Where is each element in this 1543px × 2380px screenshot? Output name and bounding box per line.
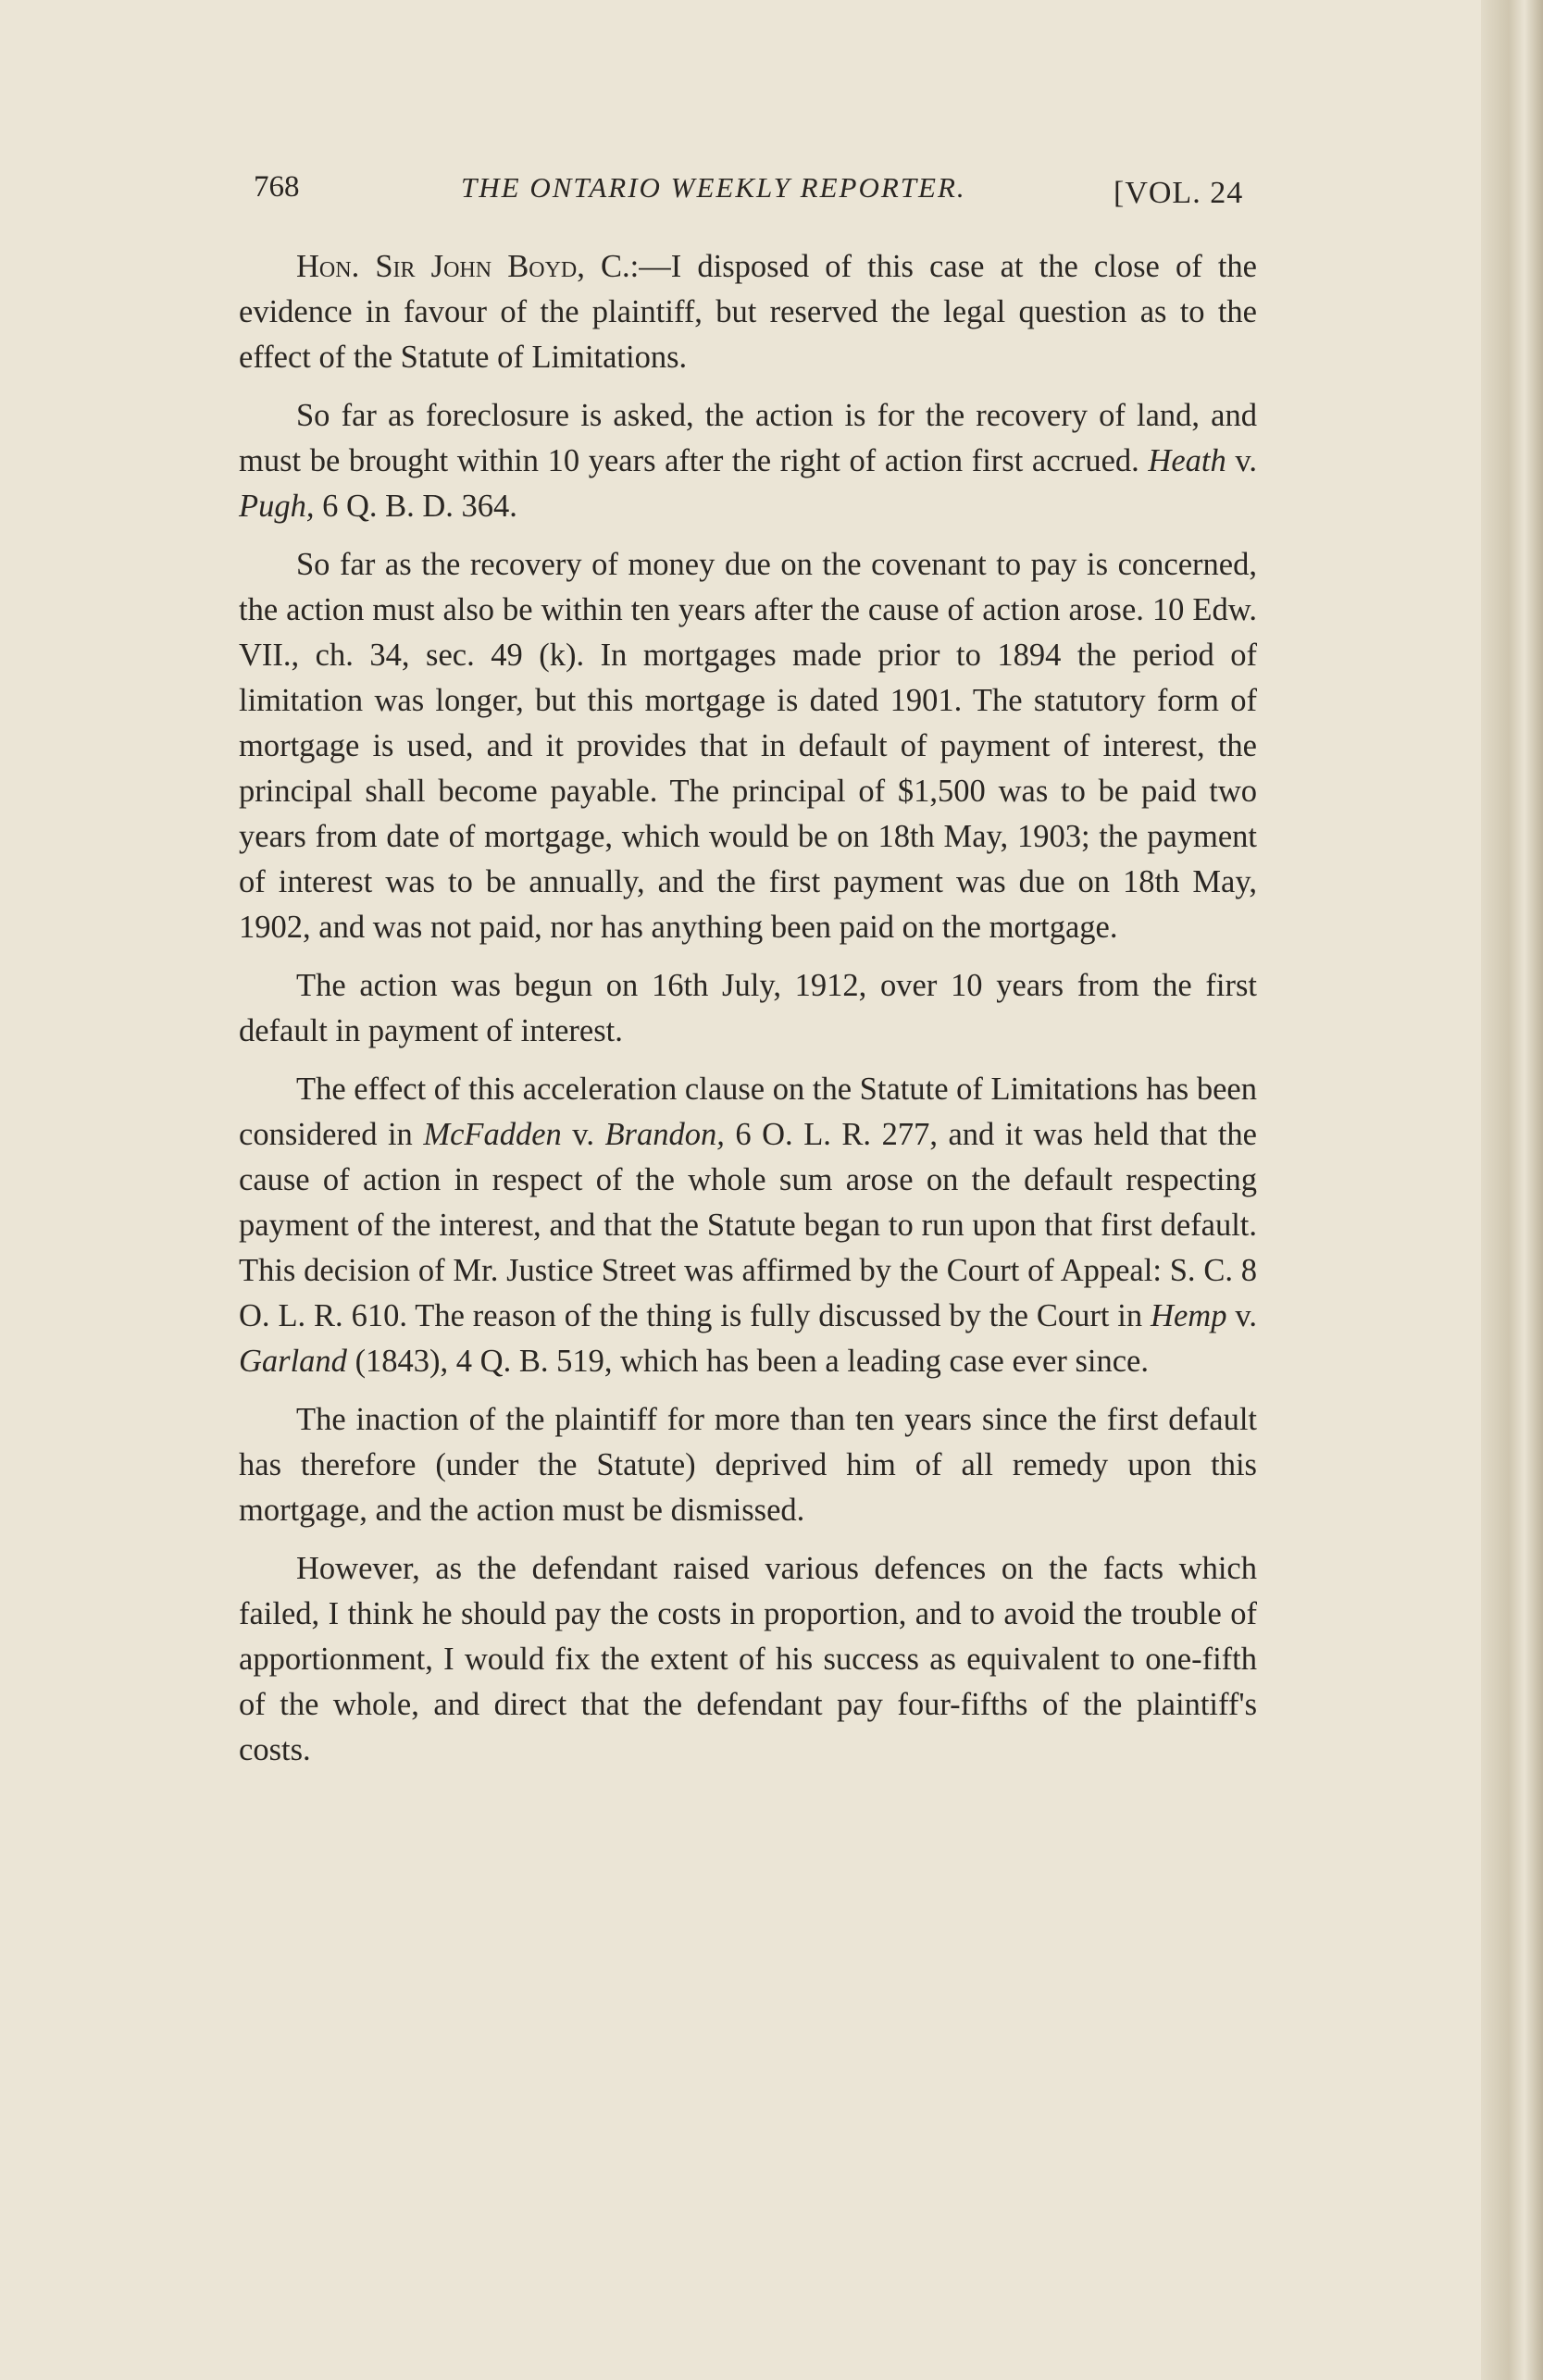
volume-label: [VOL. 24 (1114, 176, 1244, 210)
page-edge (1481, 0, 1543, 2380)
case-name-pugh: Pugh, (239, 489, 315, 524)
paragraph-7 (239, 1546, 1257, 1773)
running-head (239, 157, 1257, 222)
case-citation: 6 Q. B. D. 364. (314, 489, 517, 524)
case-versus: v. (1226, 1298, 1257, 1333)
journal-title: THE ONTARIO WEEKLY REPORTER. (461, 171, 966, 204)
paragraph-3 (239, 542, 1257, 950)
paragraph-4 (239, 963, 1257, 1054)
paragraph-4-text: The action was begun on 16th July, 1912, over 10 years from the first default in payment of interest. (239, 968, 1257, 1048)
paragraph-1-text: :—I disposed of this case at the close of the evidence in favour of the plaintiff, but reserved the legal question as to the effect of the Statute of Limitations. (239, 249, 1257, 375)
case-name-hemp: Hemp (1151, 1298, 1227, 1333)
paragraph-7-text: However, as the defendant raised various defences on the facts which failed, I think he should pay the costs in proportion, and to avoid the trouble of apportionment, I would fix the extent of his success as equivalent to one-fifth of the whole, and direct that the defendant pay four-fifths of the plaintiff's costs. (239, 1551, 1257, 1767)
paragraph-1 (239, 244, 1257, 380)
judge-name: Hon. Sir John Boyd, C. (296, 249, 630, 284)
case-name-brandon: Brandon, (604, 1117, 725, 1152)
paragraph-3-text: So far as the recovery of money due on the covenant to pay is concerned, the action must also be within ten years after the cause of action arose. 10 Edw. VII., ch. 34, sec. 49 (k). In mortgages made prior to 1894 the period of limitation was longer, but this mortgage is dated 1901. The statutory form of mortgage is used, and it provides that in default of payment of interest, the principal shall become payable. The principal of $1,500 was to be paid two years from date of mortgage, which would be on 18th May, 1903; the payment of interest was to be annually, and the first payment was due on 18th May, 1902, and was not paid, nor has anything been paid on the mortgage. (239, 547, 1257, 945)
paragraph-5-middle-text: 6 O. L. R. 277, and it was held that the cause of action in respect of the whole sum arose on the default respecting payment of the interest, and that the Statute began to run upon that first default. This decision of Mr. Justice Street was affirmed by the Court of Appeal: S. C. 8 O. L. R. 610. The reason of the thing is fully discussed by the Court in (239, 1117, 1258, 1333)
paragraph-6 (239, 1397, 1257, 1533)
paragraph-5-text: The effect of this acceleration clause on the Statute of Limitations has been considered in (239, 1072, 1257, 1152)
paragraph-5 (239, 1067, 1257, 1384)
case-versus: v. (561, 1117, 605, 1152)
case-name-garland: Garland (239, 1344, 347, 1379)
paragraph-6-text: The inaction of the plaintiff for more than ten years since the first default has therefore (under the Statute) deprived him of all remedy upon this mortgage, and the action must be dismissed. (239, 1402, 1257, 1528)
page-text-block (239, 157, 1257, 1786)
case-name-heath: Heath (1148, 443, 1226, 478)
paragraph-2-text: So far as foreclosure is asked, the action is for the recovery of land, and must be brought within 10 years after the right of action first accrued. (239, 398, 1257, 478)
case-citation: (1843), 4 Q. B. 519, which has been a leading case ever since. (346, 1344, 1149, 1379)
case-versus: v. (1226, 443, 1257, 478)
page-number: 768 (254, 170, 300, 204)
paragraph-2 (239, 393, 1257, 529)
case-name-mcfadden: McFadden (423, 1117, 562, 1152)
